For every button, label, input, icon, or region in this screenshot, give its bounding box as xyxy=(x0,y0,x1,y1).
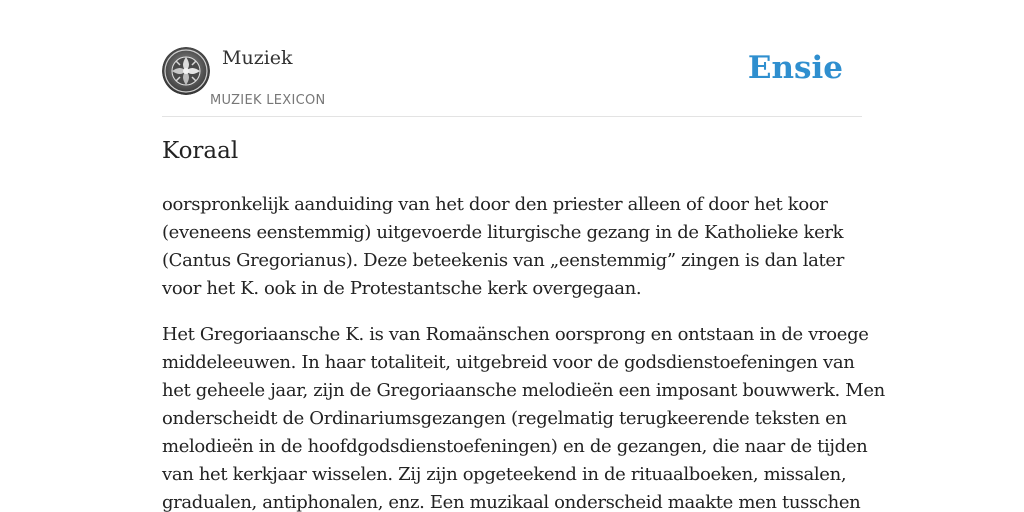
article-paragraph xyxy=(162,321,885,512)
paragraph-line: onderscheidt de Ordinariumsgezangen (regelmatig terugkeerende teksten en xyxy=(162,408,847,429)
source-subtitle[interactable]: MUZIEK LEXICON xyxy=(210,93,326,108)
ornamental-emblem-icon xyxy=(162,47,210,95)
paragraph-line: het geheele jaar, zijn de Gregoriaansche melodieën een imposant bouwwerk. Men xyxy=(162,380,885,401)
article-paragraph xyxy=(162,191,862,303)
article-title: Koraal xyxy=(162,138,239,164)
paragraph-line: oorspronkelijk aanduiding van het door den priester alleen of door het koor xyxy=(162,194,828,215)
paragraph-line: Het Gregoriaansche K. is van Romaänschen oorsprong en ontstaan in de vroege xyxy=(162,324,869,345)
paragraph-line: voor het K. ook in de Protestantsche kerk overgegaan. xyxy=(162,278,642,299)
paragraph-line: van het kerkjaar wisselen. Zij zijn opgeteekend in de rituaalboeken, missalen, xyxy=(162,464,847,485)
paragraph-line: gradualen, antiphonalen, enz. Een muzikaal onderscheid maakte men tusschen xyxy=(162,492,861,512)
source-name[interactable]: Muziek xyxy=(222,47,293,69)
article-body xyxy=(162,191,885,512)
paragraph-line: (Cantus Gregorianus). Deze beteekenis van „eenstemmig” zingen is dan later xyxy=(162,250,844,271)
paragraph-line: middeleeuwen. In haar totaliteit, uitgebreid voor de godsdienstoefeningen van xyxy=(162,352,855,373)
brand-logo[interactable]: Ensie xyxy=(747,50,843,86)
paragraph-line: melodieën in de hoofdgodsdienstoefeningen) en de gezangen, die naar de tijden xyxy=(162,436,868,457)
source-avatar[interactable] xyxy=(162,47,210,95)
source-header xyxy=(162,44,862,117)
paragraph-line: (eveneens eenstemmig) uitgevoerde liturgische gezang in de Katholieke kerk xyxy=(162,222,844,243)
